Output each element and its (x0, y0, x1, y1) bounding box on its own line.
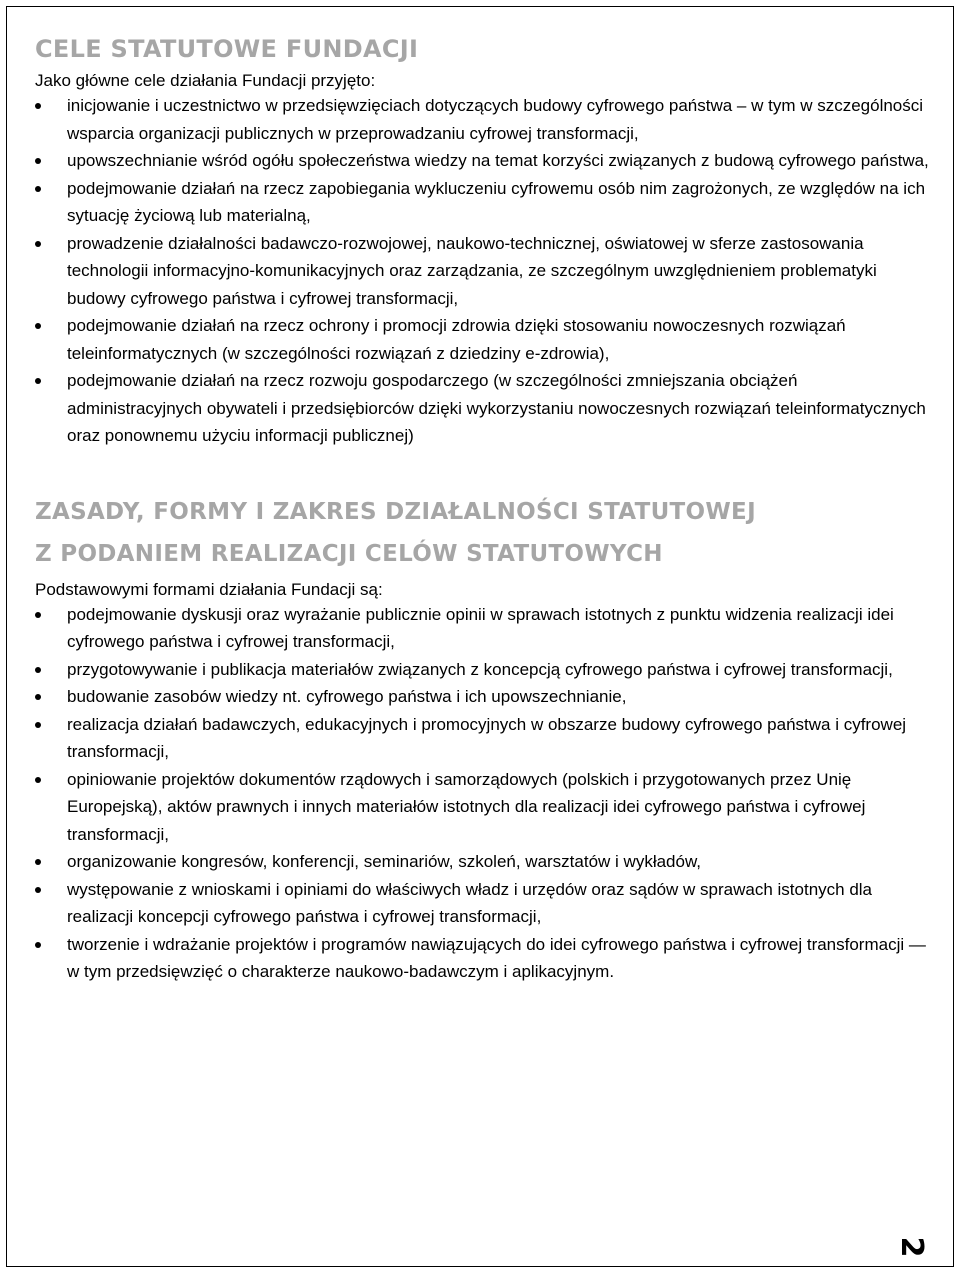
list-item (35, 147, 930, 175)
bullet-icon (35, 241, 41, 247)
bullet-icon (35, 378, 41, 384)
document-content (35, 34, 930, 986)
goals-intro: Jako główne cele działania Fundacji przyjęto: (35, 71, 376, 90)
page-number: 2 (894, 1236, 929, 1258)
section-forms (35, 491, 930, 986)
list-item-text: realizacja działań badawczych, edukacyjnych i promocyjnych w obszarze budowy cyfrowego państwa i cyfrowej transformacji, (67, 714, 907, 761)
list-item (35, 601, 930, 656)
bullet-icon (35, 158, 41, 164)
bullet-icon (35, 667, 41, 673)
list-item-text: podejmowanie działań na rzecz ochrony i promocji zdrowia dzięki stosowaniu nowoczesnych rozwiązań teleinformatycznych (w szczególności rozwiązań z dziedziny e-zdrowia), (67, 316, 846, 363)
section-heading-forms-line2: Z PODANIEM REALIZACJI CELÓW STATUTOWYCH (35, 540, 663, 567)
list-item-text: przygotowywanie i publikacja materiałów związanych z koncepcją cyfrowego państwa i cyfrowej transformacji, (67, 659, 893, 679)
bullet-icon (35, 777, 41, 783)
list-item (35, 876, 930, 931)
list-item-text: organizowanie kongresów, konferencji, seminariów, szkoleń, warsztatów i wykładów, (67, 852, 702, 871)
bullet-icon (35, 186, 41, 192)
bullet-icon (35, 887, 41, 893)
bullet-icon (35, 323, 41, 329)
list-item (35, 230, 930, 313)
bullet-icon (35, 694, 41, 700)
list-item (35, 92, 930, 147)
forms-list (35, 601, 930, 986)
list-item-text: występowanie z wnioskami i opiniami do właściwych władz i urzędów oraz sądów w sprawach istotnych dla realizacji koncepcji cyfrowego państwa i cyfrowej transformacji, (67, 879, 873, 926)
list-item (35, 312, 930, 367)
list-item (35, 656, 930, 684)
list-item-text: inicjowanie i uczestnictwo w przedsięwzięciach dotyczących budowy cyfrowego państwa – w tym w szczególności wsparcia organizacji publicznych w przeprowadzaniu cyfrowej transformacji, (67, 96, 924, 143)
list-item (35, 848, 930, 876)
bullet-icon (35, 103, 41, 109)
bullet-icon (35, 859, 41, 865)
list-item-text: podejmowanie działań na rzecz zapobiegania wykluczeniu cyfrowemu osób nim zagrożonych, ze względów na ich sytuację życiową lub materialną, (67, 178, 926, 225)
list-item (35, 711, 930, 766)
section-heading-goals: CELE STATUTOWE FUNDACJI (35, 35, 419, 63)
list-item-text: budowanie zasobów wiedzy nt. cyfrowego państwa i ich upowszechnianie, (67, 687, 627, 706)
bullet-icon (35, 612, 41, 618)
bullet-icon (35, 942, 41, 948)
section-heading-forms-line1: ZASADY, FORMY I ZAKRES DZIAŁALNOŚCI STATUTOWEJ (35, 498, 756, 525)
bullet-icon (35, 722, 41, 728)
list-item-text: prowadzenie działalności badawczo-rozwojowej, naukowo-technicznej, oświatowej w sferze zastosowania technologii informacyjno-komunikacyjnych oraz zarządzania, ze szczególnym uwzględnieniem problematyki budowy cyfrowego państwa i cyfrowej transformacji, (67, 233, 877, 308)
forms-intro: Podstawowymi formami działania Fundacji są: (35, 579, 383, 599)
list-item-text: opiniowanie projektów dokumentów rządowych i samorządowych (polskich i przygotowanych przez Unię Europejską), aktów prawnych i innych materiałów istotnych dla realizacji idei cyfrowego państwa i cyfrowej transformacji, (67, 769, 866, 844)
list-item (35, 175, 930, 230)
list-item (35, 931, 930, 986)
goals-list (35, 92, 930, 450)
list-item (35, 367, 930, 450)
list-item (35, 766, 930, 849)
list-item-text: upowszechnianie wśród ogółu społeczeństwa wiedzy na temat korzyści związanych z budową cyfrowego państwa, (67, 151, 929, 170)
list-item-text: podejmowanie działań na rzecz rozwoju gospodarczego (w szczególności zmniejszania obciążeń administracyjnych obywateli i przedsiębiorców dzięki wykorzystaniu nowoczesnych rozwiązań teleinformatycznych oraz ponownemu użyciu informacji publicznej) (67, 371, 926, 445)
list-item-text: tworzenie i wdrażanie projektów i programów nawiązujących do idei cyfrowego państwa i cyfrowej transformacji — w tym przedsięwzięć o charakterze naukowo-badawczym i aplikacyjnym. (67, 934, 926, 981)
list-item (35, 683, 930, 711)
list-item-text: podejmowanie dyskusji oraz wyrażanie publicznie opinii w sprawach istotnych z punktu widzenia realizacji idei cyfrowego państwa i cyfrowej transformacji, (67, 604, 894, 651)
